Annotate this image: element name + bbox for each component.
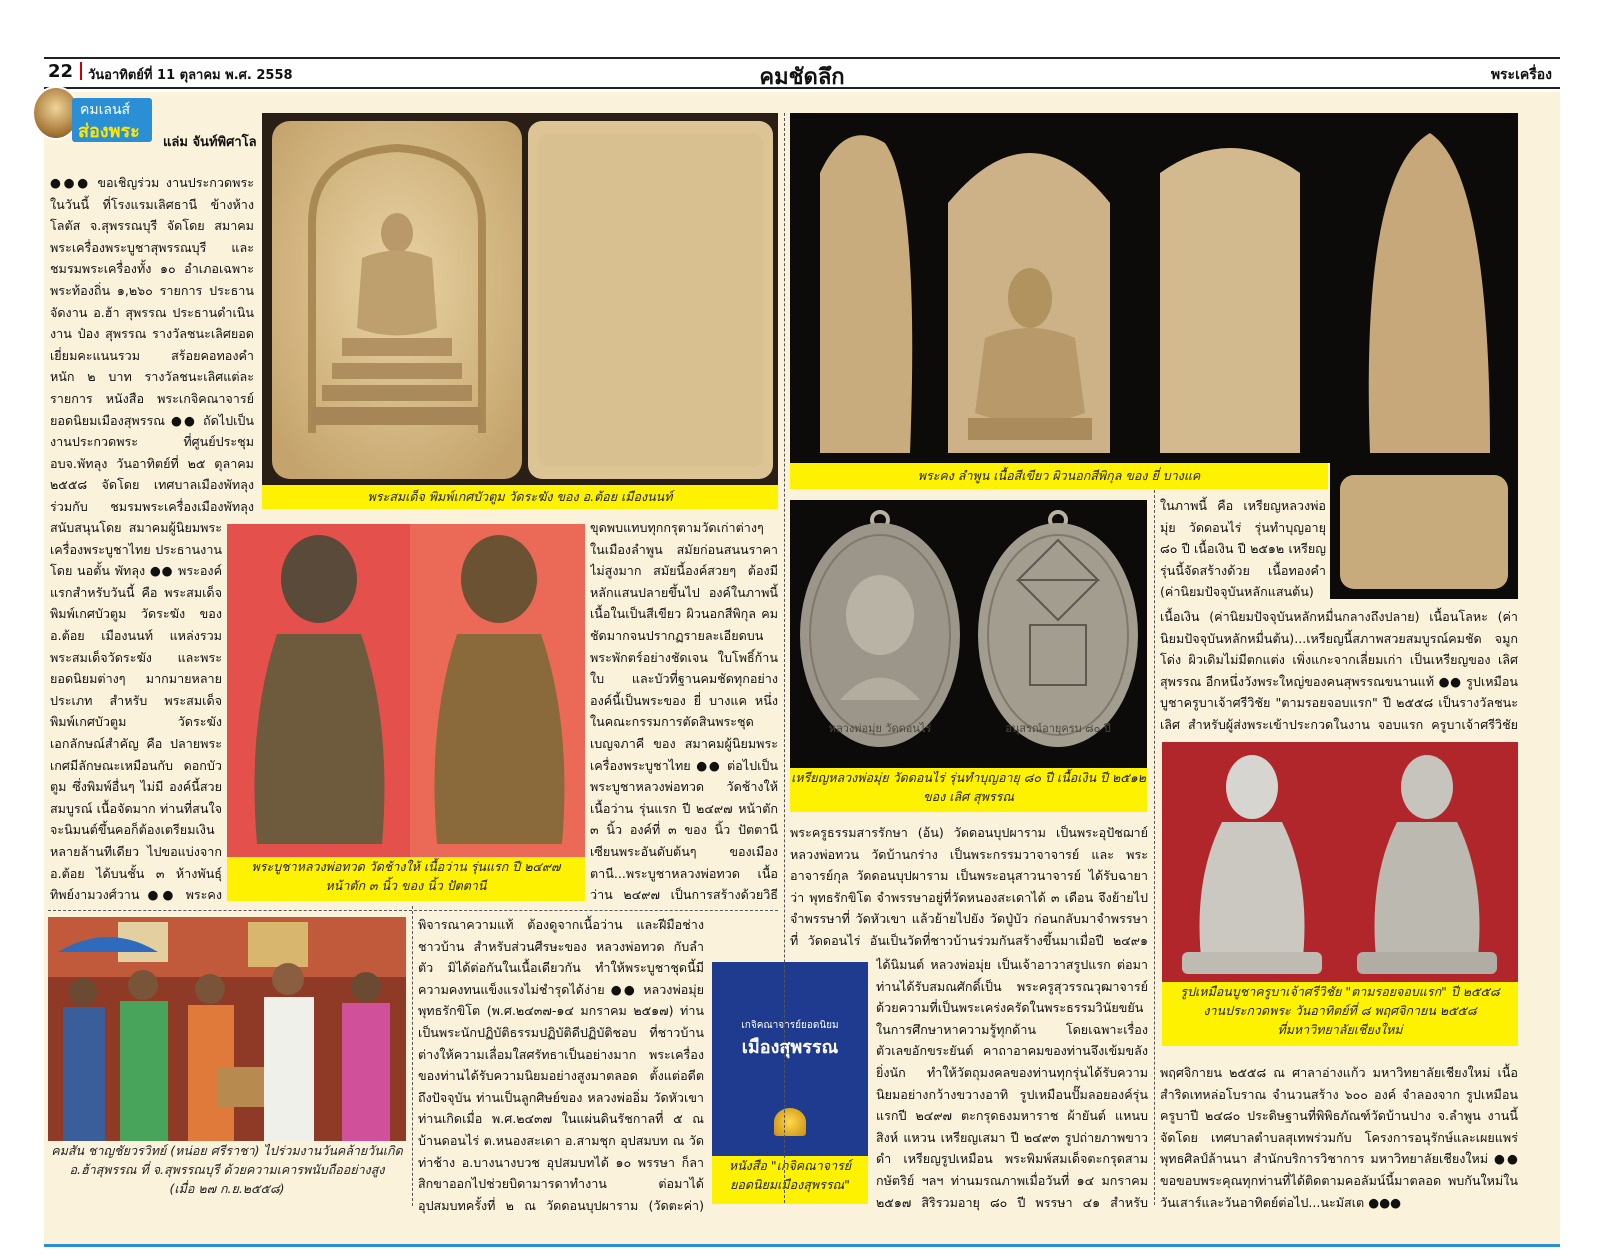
- article-text-col2b: พิจารณาความแท้ ต้องดูจากเนื้อว่าน และฝีมือช่างชาวบ้าน สำหรับส่วนศีรษะของ หลวงพ่อทวด กับลำตัว มิได้ต่อกันในเนื้อเดียวกัน ทำให้พระบูชาชุดนี้มีความคงทนแข็งแรงไม่ชำรุดได้ง่าย ●● หลวงพ่อมุ่ย พุทธรักขิโต (พ.ศ.๒๔๓๗-๑๔ มกราคม ๒๕๑๗) ท่านเป็นพระนักปฏิบัติธรรมปฏิบัติดีปฏิบัติชอบ ที่ชาวบ้านต่างให้ความเลื่อมใสศรัทธาเป็นอย่างมาก พระเครื่องของท่านได้รับความนิยมอย่างสูงมาตลอด ตั้งแต่อดีตถึงปัจจุบัน ท่านเป็นลูกศิษย์ของ หลวงพ่ออิ่ม วัดหัวเขา ท่านเกิดเมื่อ พ.ศ.๒๔๓๗ ในแผ่นดินรัชกาลที่ ๕ ณ บ้านดอนไร่ ต.หนองสะเดา อ.สามชุก อุปสมบท ณ วัดท่าช้าง อ.บางนางบวช อุปสมบทได้ ๑๐ พรรษา ก็ลาสิกขาออกไปช่วยบิดามารดาทำงาน ต่อมาได้อุปสมบทครั้งที่ ๒ ณ วัดดอนบุปผาราม (วัดตะค่า): [418, 917, 704, 1213]
- section-name: พระเครื่อง: [1490, 67, 1552, 83]
- article-text-col3b: ได้นิมนต์ หลวงพ่อมุ่ย เป็นเจ้าอาวาสรูปแรก ต่อมาท่านได้รับสมณศักดิ์เป็น พระครูสุวรรณวุฒาจารย์ ด้วยความที่เป็นพระเคร่งครัดในพระธรรมวินัยขยันในการศึกษาหาความรู้ทุกด้าน โดยเฉพาะเรื่องตัวเลขอักขระยันต์ คาถาอาคมของท่านจึงเข้มขลังยิ่งนัก ทำให้วัตถุมงคลของท่านทุกรุ่นได้รับความนิยมอย่างกว้างขวางอาทิ รูปเหมือนปั๊มลอยองค์รุ่นแรกปี ๒๔๙๗ ตะกรุดธงมหาราช ผ้ายันต์ แหนบสิงห์ แหวน เหรียญเสมา ปี ๒๔๙๓ รูปถ่ายภาพขาวดำ เหรียญรูปเหมือน พระพิมพ์สมเด็จตะกรุดสามกษัตริย์ ฯลฯ ท่านมรณภาพเมื่อวันที่ ๑๔ มกราคม ๒๕๑๗ สิริรวมอายุ ๘๐ ปี พรรษา ๔๑ สำหรับ: [876, 957, 1148, 1210]
- somdej-caption: พระสมเด็จ พิมพ์เกศบัวตูม วัดระฆัง ของ อ.ต้อย เมืองนนท์: [262, 485, 778, 509]
- article-text-col2a: ขุดพบแทบทุกกรุตามวัดเก่าต่างๆ ในเมืองลำพูน สมัยก่อนสนนราคาไม่สูงมาก สมัยนี้องค์สวยๆ ต้องมีหลักแสนปลายขึ้นไป องค์ในภาพนี้เนื้อในเป็นสีเขียว ผิวนอกสีพิกุล คมชัดมากจนปรากฏรายละเอียดบนพระพักตร์อย่างชัดเจน ใบโพธิ์ก้านใบ และบัวที่ฐานคมชัดทุกอย่าง องค์นี้เป็นพระของ ยี่ บางแค หนึ่งในคณะกรรมการตัดสินพระชุดเบญจภาคี ของ สมาคมผู้นิยมพระเครื่องพระบูชาไทย ●● ต่อไปเป็น พระบูชาหลวงพ่อทวด วัดช้างให้ เนื้อว่าน รุ่นแรก ปี ๒๔๙๗ หน้าตัก ๓ นิ้ว องค์ที่ ๓ ของ นิ้ว ปัตตานี เซียนพระอันดับต้นๆ ของเมืองตานี...พระบูชาหลวงพ่อทวด เนื้อว่าน ๒๔๙๗ เป็นการสร้างด้วยวิธี: [590, 520, 778, 903]
- somdej-amulet-illustration: [262, 113, 778, 485]
- article-text-col1b: สนับสนุนโดย สมาคมผู้นิยมพระเครื่องพระบูชาไทย ประธานงาน โดย นอตั้น พัทลุง ●● พระองค์แรกสำหรับวันนี้ คือ พระสมเด็จ พิมพ์เกศบัวตูม วัดระฆัง ของ อ.ต้อย เมืองนนท์ แหล่งรวม พระสมเด็จวัดระฆัง และพระยอดนิยมต่างๆ มากมายหลายประเภท สำหรับ พระสมเด็จ พิมพ์เกศบัวตูม วัดระฆัง เอกลักษณ์สำคัญ คือ ปลายพระเกศมีลักษณะเหมือนกับ ดอกบัวตูม ซึ่งพิมพ์อื่นๆ ไม่มี องค์นี้สวยสมบูรณ์ เนื้อจัดมาก ท่านที่สนใจจะนิมนต์ขึ้นคอก็ต้องเตรียมเงินหลายล้านทีเดียว ไปขอแบ่งจาก อ.ต้อย ได้บนชั้น ๓ ห้างพันธุ์ทิพย์งามวงศ์วาน ●● พระคง: [50, 520, 222, 903]
- column-badge: [44, 92, 152, 144]
- article-text-col3a: พระครูธรรมสารรักษา (อ้น) วัดดอนบุปผาราม เป็นพระอุปัชฌาย์ หลวงพ่อทวน วัดบ้านกร่าง เป็นพระกรรมวาจาจารย์ และ พระอาจารย์กุล วัดดอนบุปผาราม เป็นพระอนุสาวนาจารย์ ได้รับฉายาว่า พุทธรักขิโต จำพรรษาอยู่ที่วัดหนองสะเดาได้ ๓ เดือน จึงย้ายไปจำพรรษาที่ วัดหัวเขา แล้วย้ายไปยัง วัดปู่บัว ก่อนกลับมาจำพรรษาที่ วัดดอนไร่ อันเป็นวัดที่ชาวบ้านร่วมกันสร้างขึ้นมาเมื่อปี ๒๔๙๑: [790, 825, 1148, 948]
- phrakong-base-illustration: [1330, 463, 1518, 599]
- statue-caption-line1: รูปเหมือนบูชาครูบาเจ้าศรีวิชัย "ตามรอยจอบแรก" ปี ๒๕๕๘: [1180, 984, 1500, 999]
- column-divider: [1154, 490, 1155, 1205]
- khrubasrivichai-statue-photo: [1162, 742, 1518, 982]
- luangphortuad-caption-line1: พระบูชาหลวงพ่อทวด วัดช้างให้ เนื้อว่าน รุ่นแรก ปี ๒๔๙๗: [251, 859, 561, 874]
- luangphortuad-statue-photo: [227, 524, 585, 857]
- masthead: [44, 57, 1560, 89]
- group-caption: [48, 1141, 406, 1205]
- section-divider: [48, 910, 778, 911]
- khrubasrivichai-statue-illustration: [1162, 742, 1518, 982]
- publication-name: คมชัดลึก: [759, 64, 845, 90]
- phrakong-base-photo: [1330, 463, 1518, 599]
- column-divider: [784, 113, 785, 1203]
- book-emblem: [774, 1108, 806, 1136]
- book-caption-line2: ยอดนิยมเมืองสุพรรณ": [730, 1177, 850, 1192]
- luangphortuad-statue-illustration: [227, 524, 585, 857]
- group-event-illustration: [48, 917, 406, 1141]
- badge-line2: ส่องพระ: [78, 121, 140, 142]
- group-caption-line3: (เมื่อ ๒๗ ก.ย.๒๕๕๘): [169, 1181, 285, 1196]
- luangphortuad-caption: [227, 857, 585, 901]
- somdej-amulet-photo: [262, 113, 778, 485]
- phrakong-amulet-photo: [790, 113, 1518, 463]
- article-text-col4c: พฤศจิกายน ๒๕๕๘ ณ ศาลาอ่างแก้ว มหาวิทยาลัยเชียงใหม่ เนื้อสำริดเทหล่อโบราณ จำนวนสร้าง ๖๐๐ องค์ จำลองจาก รูปเหมือนครูบาปี ๒๔๘๐ ประดิษฐานที่พิพิธภัณฑ์วัดบ้านปาง จ.ลำพูน งานนี้จัดโดย เทศบาลตำบลสุเทพร่วมกับ โครงการอนุรักษ์และเผยแพร่พุทธศิลป์ล้านนา สำนักบริการวิชาการ มหาวิทยาลัยเชียงใหม่ ●● ขอขอบพระคุณทุกท่านที่ได้ติดตามคอลัมน์นี้มาตลอด พบกันใหม่ในวันเสาร์และวันอาทิตย์ต่อไป...นะมัสเต ●●●: [1160, 1065, 1518, 1210]
- issue-date: วันอาทิตย์ที่ 11 ตุลาคม พ.ศ. 2558: [88, 68, 293, 83]
- coin-back-inscription: อนุสรณ์อายุครบ ๘๐ ปี: [1005, 722, 1111, 735]
- coin-caption: [790, 768, 1147, 812]
- page-number: 22: [48, 61, 74, 82]
- group-caption-line2: อ.ฮ้าสุพรรณ ที่ จ.สุพรรณบุรี ด้วยความเคารพนับถืออย่างสูง: [69, 1162, 385, 1177]
- book-caption: [712, 1156, 868, 1204]
- phrakong-amulet-illustration: [790, 113, 1518, 463]
- book-cover: [712, 962, 868, 1156]
- luangphortuad-caption-line2: หน้าตัก ๓ นิ้ว ของ นิ้ว ปัตตานี: [325, 878, 487, 893]
- book-title-small: เกจิคณาจารย์ยอดนิยม: [741, 1020, 839, 1031]
- book-caption-line1: หนังสือ "เกจิคณาจารย์: [728, 1158, 852, 1173]
- statue-caption-line3: ที่มหาวิทยาลัยเชียงใหม่: [1277, 1022, 1403, 1037]
- column-author: แล่ม จันท์พิศาโล: [163, 135, 257, 150]
- group-caption-line1: คมสัน ชาญชัยวรวิทย์ (หน่อย ศรีราชา) ไปร่วมงานวันคล้ายวันเกิด: [51, 1143, 403, 1158]
- badge-line1: คมเลนส์: [80, 102, 131, 118]
- statue-caption: [1162, 982, 1518, 1046]
- luangphormui-coin-photo: [790, 500, 1147, 768]
- book-title-big: เมืองสุพรรณ: [741, 1037, 839, 1058]
- article-text-col4b: เนื้อเงิน (ค่านิยมปัจจุบันหลักหมื่นกลางถึงปลาย) เนื้อนโลหะ (ค่านิยมปัจจุบันหลักหมื่นต้น)...เหรียญนี้สภาพสวยสมบูรณ์คมชัด จมูกโด่ง ผิวเดิมไม่มีตกแต่ง เพิ่งแกะจากเลี่ยมเก่า เป็นเหรียญของ เลิศ สุพรรณ อีกหนึ่งวังพระใหญ่ของคนสุพรรณขนานแท้ ●● รูปเหมือนบูชาครูบาเจ้าศรีวิชัย "ตามรอยจอบแรก" ปี ๒๕๕๘ เป็นรางวัลชนะเลิศ สำหรับผู้ส่งพระเข้าประกวดในงาน จอบแรก ครูบาเจ้าศรีวิชัย: [1160, 609, 1518, 732]
- bottom-rule: [44, 1244, 1560, 1247]
- luangphormui-coin-illustration: [790, 500, 1147, 768]
- coin-front-inscription: หลวงพ่อมุ่ย วัดดอนไร่: [828, 722, 932, 735]
- statue-caption-line2: งานประกวดพระ วันอาทิตย์ที่ ๘ พฤศจิกายน ๒๕๕๘: [1203, 1003, 1477, 1018]
- article-text-col4a: ในภาพนี้ คือ เหรียญหลวงพ่อมุ่ย วัดดอนไร่ รุ่นทำบุญอายุ ๘๐ ปี เนื้อเงิน ปี ๒๕๑๒ เหรียญรุ่นนี้จัดสร้างด้วย เนื้อทองคำ (ค่านิยมปัจจุบันหลักแสนต้น): [1160, 498, 1326, 600]
- group-event-photo: [48, 917, 406, 1141]
- coin-caption-line1: เหรียญหลวงพ่อมุ่ย วัดดอนไร่ รุ่นทำบุญอายุ ๘๐ ปี เนื้อเงิน ปี ๒๕๑๒: [791, 770, 1146, 785]
- article-text-col1a: ●●● ขอเชิญร่วม งานประกวดพระ ในวันนี้ ที่โรงแรมเลิศธานี ข้างห้างโลตัส จ.สุพรรณบุรี จัดโดย สมาคมพระเครื่องพระบูชาสุพรรณบุรี และชมรมพระเครื่องทั้ง ๑๐ อำเภอเฉพาะพระท้องถิ่น ๑,๒๖๐ รายการ ประธานจัดงาน อ.ฮ้า สุพรรณ ประธานดำเนินงาน ป๋อง สุพรรณ รางวัลชนะเลิศยอดเยี่ยมคะแนนรวม สร้อยคอทองคำ หนัก ๒ บาท รางวัลชนะเลิศแต่ละรายการ หนังสือ พระเกจิคณาจารย์ยอดนิยมเมืองสุพรรณ ●● ถัดไปเป็น งานประกวดพระ ที่ศูนย์ประชุม อบจ.พัทลุง วันอาทิตย์ที่ ๒๕ ตุลาคม ๒๕๕๘ จัดโดย เทศบาลเมืองพัทลุง ร่วมกับ ชมรมพระเครื่องเมืองพัทลุง: [50, 175, 254, 514]
- column-divider: [412, 906, 413, 1206]
- coin-caption-line2: ของ เลิศ สุพรรณ: [923, 789, 1014, 804]
- phrakong-caption: พระคง ลำพูน เนื้อสีเขียว ผิวนอกสีพิกุล ของ ยี่ บางแค: [790, 463, 1328, 489]
